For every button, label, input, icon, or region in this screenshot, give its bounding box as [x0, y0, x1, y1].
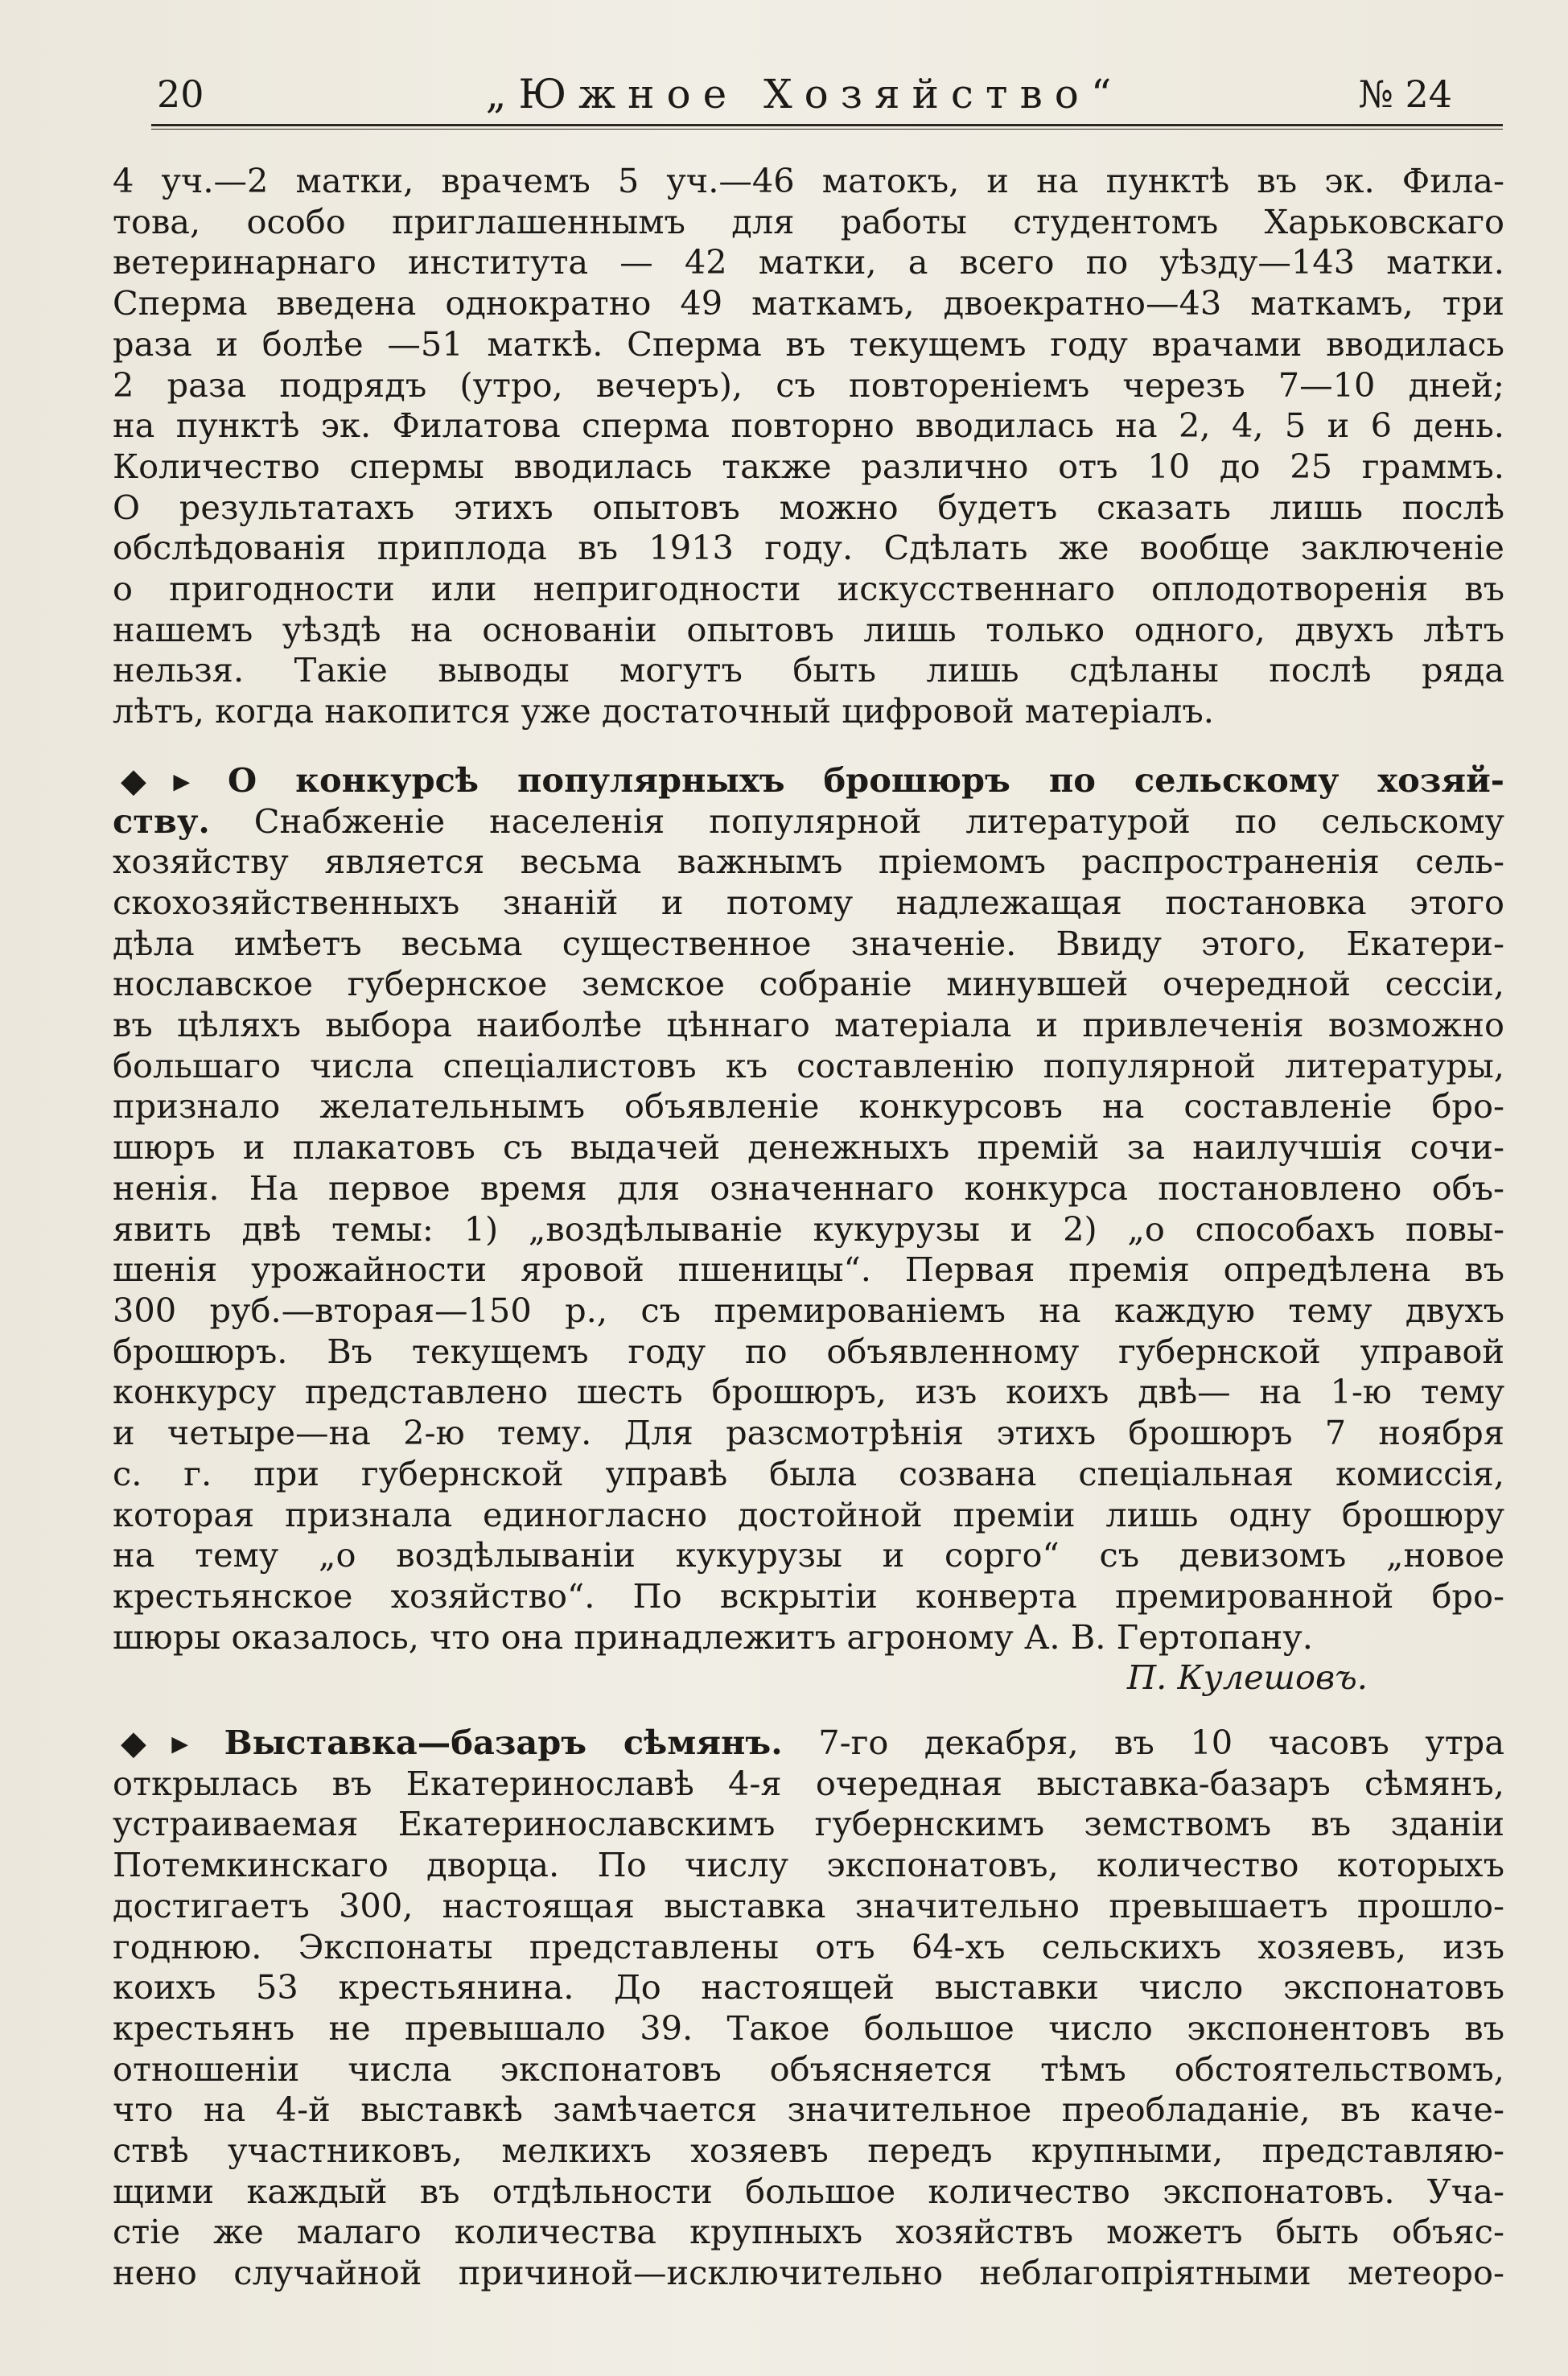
journal-title: „Южное Хозяйство“ — [485, 71, 1124, 117]
text-fragment: 7-го декабря, въ 10 часовъ утра — [818, 1723, 1504, 1763]
text-line: лѣтъ, когда накопится уже достаточный цифровой матеріалъ. — [113, 691, 1214, 731]
article-artificial-insemination — [113, 161, 1504, 732]
text-line: шенія урожайности яровой пшеницы“. Первая премія опредѣлена въ — [113, 1250, 1504, 1290]
text-line: шюры оказалось, что она принадлежитъ агроному А. В. Гертопану. — [113, 1616, 1313, 1657]
text-line: ветеринарнаго института — 42 матки, а всего по уѣзду—143 матки. — [113, 242, 1504, 282]
text-line: ствѣ участниковъ, мелкихъ хозяевъ передъ крупными, представляю- — [113, 2131, 1504, 2171]
text-line: устраиваемая Екатеринославскимъ губернскимъ земствомъ въ зданіи — [113, 1804, 1504, 1844]
text-line: признало желательнымъ объявленіе конкурсовъ на составленіе бро- — [113, 1086, 1504, 1126]
text-line: шюръ и плакатовъ съ выдачей денежныхъ премій за наилучшія сочи- — [113, 1127, 1504, 1167]
article-heading-continued: ству. — [113, 801, 210, 841]
text-line: с. г. при губернской управѣ была созвана спеціальная комиссія, — [113, 1453, 1504, 1493]
text-line: которая признала единогласно достойной преміи лишь одну брошюру — [113, 1494, 1504, 1534]
text-line: крестьянское хозяйство“. По вскрытіи конверта премированной бро- — [113, 1575, 1504, 1616]
text-line: явить двѣ темы: 1) „воздѣлываніе кукурузы и 2) „о способахъ повы- — [113, 1209, 1504, 1249]
text-line: годнюю. Экспонаты представлены отъ 64-хъ сельскихъ хозяевъ, изъ — [113, 1926, 1504, 1966]
text-line: О результатахъ этихъ опытовъ можно будетъ сказать лишь послѣ — [113, 487, 1504, 527]
text-line: большаго числа спеціалистовъ къ составленію популярной литературы, — [113, 1045, 1504, 1085]
text-line: дѣла имѣетъ весьма существенное значеніе. Ввиду этого, Екатери- — [113, 923, 1504, 963]
text-line: скохозяйственныхъ знаній и потому надлежащая постановка этого — [113, 882, 1504, 922]
running-header — [157, 66, 1452, 122]
text-line: на пунктѣ эк. Филатова сперма повторно вводилась на 2, 4, 5 и 6 день. — [113, 406, 1504, 446]
text-line: нославское губернское земское собраніе минувшей очередной сессіи, — [113, 964, 1504, 1004]
text-line: коихъ 53 крестьянина. До настоящей выставки число экспонатовъ — [113, 1967, 1504, 2007]
section-marker-icon: ◆▸ — [121, 1723, 189, 1763]
article-heading: Выставка—базаръ сѣмянъ. — [224, 1723, 783, 1763]
text-line: хозяйству является весьма важнымъ пріемомъ распространенія сель- — [113, 842, 1504, 882]
text-line: конкурсу представлено шесть брошюръ, изъ коихъ двѣ— на 1-ю тему — [113, 1372, 1504, 1412]
text-line — [113, 1723, 1504, 1764]
text-line: въ цѣляхъ выбора наиболѣе цѣннаго матеріала и привлеченія возможно — [113, 1005, 1504, 1045]
text-line: крестьянъ не превышало 39. Такое большое число экспонентовъ въ — [113, 2007, 1504, 2048]
section-marker-icon: ◆▸ — [121, 760, 191, 800]
text-line: на тему „о воздѣлываніи кукурузы и сорго“ съ девизомъ „новое — [113, 1535, 1504, 1575]
text-line: достигаетъ 300, настоящая выставка значительно превышаетъ прошло- — [113, 1885, 1504, 1925]
text-line: открылась въ Екатеринославѣ 4-я очередная выставка-базаръ сѣмянъ, — [113, 1763, 1504, 1803]
text-line: Количество спермы вводилась также различно отъ 10 до 25 граммъ. — [113, 446, 1504, 486]
text-line: отношеніи числа экспонатовъ объясняется тѣмъ обстоятельствомъ, — [113, 2049, 1504, 2089]
text-line: брошюръ. Въ текущемъ году по объявленному губернской управой — [113, 1331, 1504, 1371]
text-line: 2 раза подрядъ (утро, вечеръ), съ повтореніемъ черезъ 7—10 дней; — [113, 364, 1504, 405]
body-text — [113, 161, 1504, 2294]
text-line: нено случайной причиной—исключительно неблагопріятными метеоро- — [113, 2253, 1504, 2293]
text-line: и четыре—на 2-ю тему. Для разсмотрѣнія этихъ брошюръ 7 ноября — [113, 1413, 1504, 1453]
article-heading-line — [113, 760, 1504, 801]
page-number: 20 — [157, 72, 204, 116]
text-line: что на 4-й выставкѣ замѣчается значительное преобладаніе, въ каче- — [113, 2090, 1504, 2130]
text-line: нашемъ уѣздѣ на основаніи опытовъ лишь только одного, двухъ лѣтъ — [113, 609, 1504, 649]
text-line: ненія. На первое время для означеннаго конкурса постановлено объ- — [113, 1167, 1504, 1208]
text-line: Потемкинскаго дворца. По числу экспонатовъ, количество которыхъ — [113, 1845, 1504, 1885]
article-heading: О конкурсѣ популярныхъ брошюръ по сельскому хозяй- — [227, 760, 1504, 800]
header-rule — [151, 124, 1503, 126]
issue-number: № 24 — [1358, 72, 1452, 116]
text-line: о пригодности или непригодности искусственнаго оплодотворенія въ — [113, 569, 1504, 609]
article-brochure-contest — [113, 760, 1504, 1699]
text-line: 4 уч.—2 матки, врачемъ 5 уч.—46 матокъ, и на пунктѣ въ эк. Фила- — [113, 161, 1504, 200]
text-line: това, особо приглашеннымъ для работы студентомъ Харьковскаго — [113, 201, 1504, 241]
text-line: раза и болѣе —51 маткѣ. Сперма въ текущемъ году врачами вводилась — [113, 323, 1504, 364]
text-line: нельзя. Такіе выводы могутъ быть лишь сдѣланы послѣ ряда — [113, 650, 1504, 690]
article-seed-exhibition — [113, 1723, 1504, 2294]
text-line: щими каждый въ отдѣльности большое количество экспонатовъ. Уча- — [113, 2171, 1504, 2211]
author-signature: П. Кулешовъ. — [1126, 1657, 1368, 1698]
text-line: 300 руб.—вторая—150 р., съ премированіемъ на каждую тему двухъ — [113, 1290, 1504, 1330]
text-line — [113, 801, 1504, 842]
text-line: стіе же малаго количества крупныхъ хозяйствъ можетъ быть объяс- — [113, 2212, 1504, 2252]
text-line: обслѣдованія приплода въ 1913 году. Сдѣлать же вообще заключеніе — [113, 528, 1504, 568]
text-fragment: Снабженіе населенія популярной литературой по сельскому — [253, 801, 1504, 841]
header-rule-thin — [151, 129, 1503, 130]
text-line: Сперма введена однократно 49 маткамъ, двоекратно—43 маткамъ, три — [113, 283, 1504, 323]
